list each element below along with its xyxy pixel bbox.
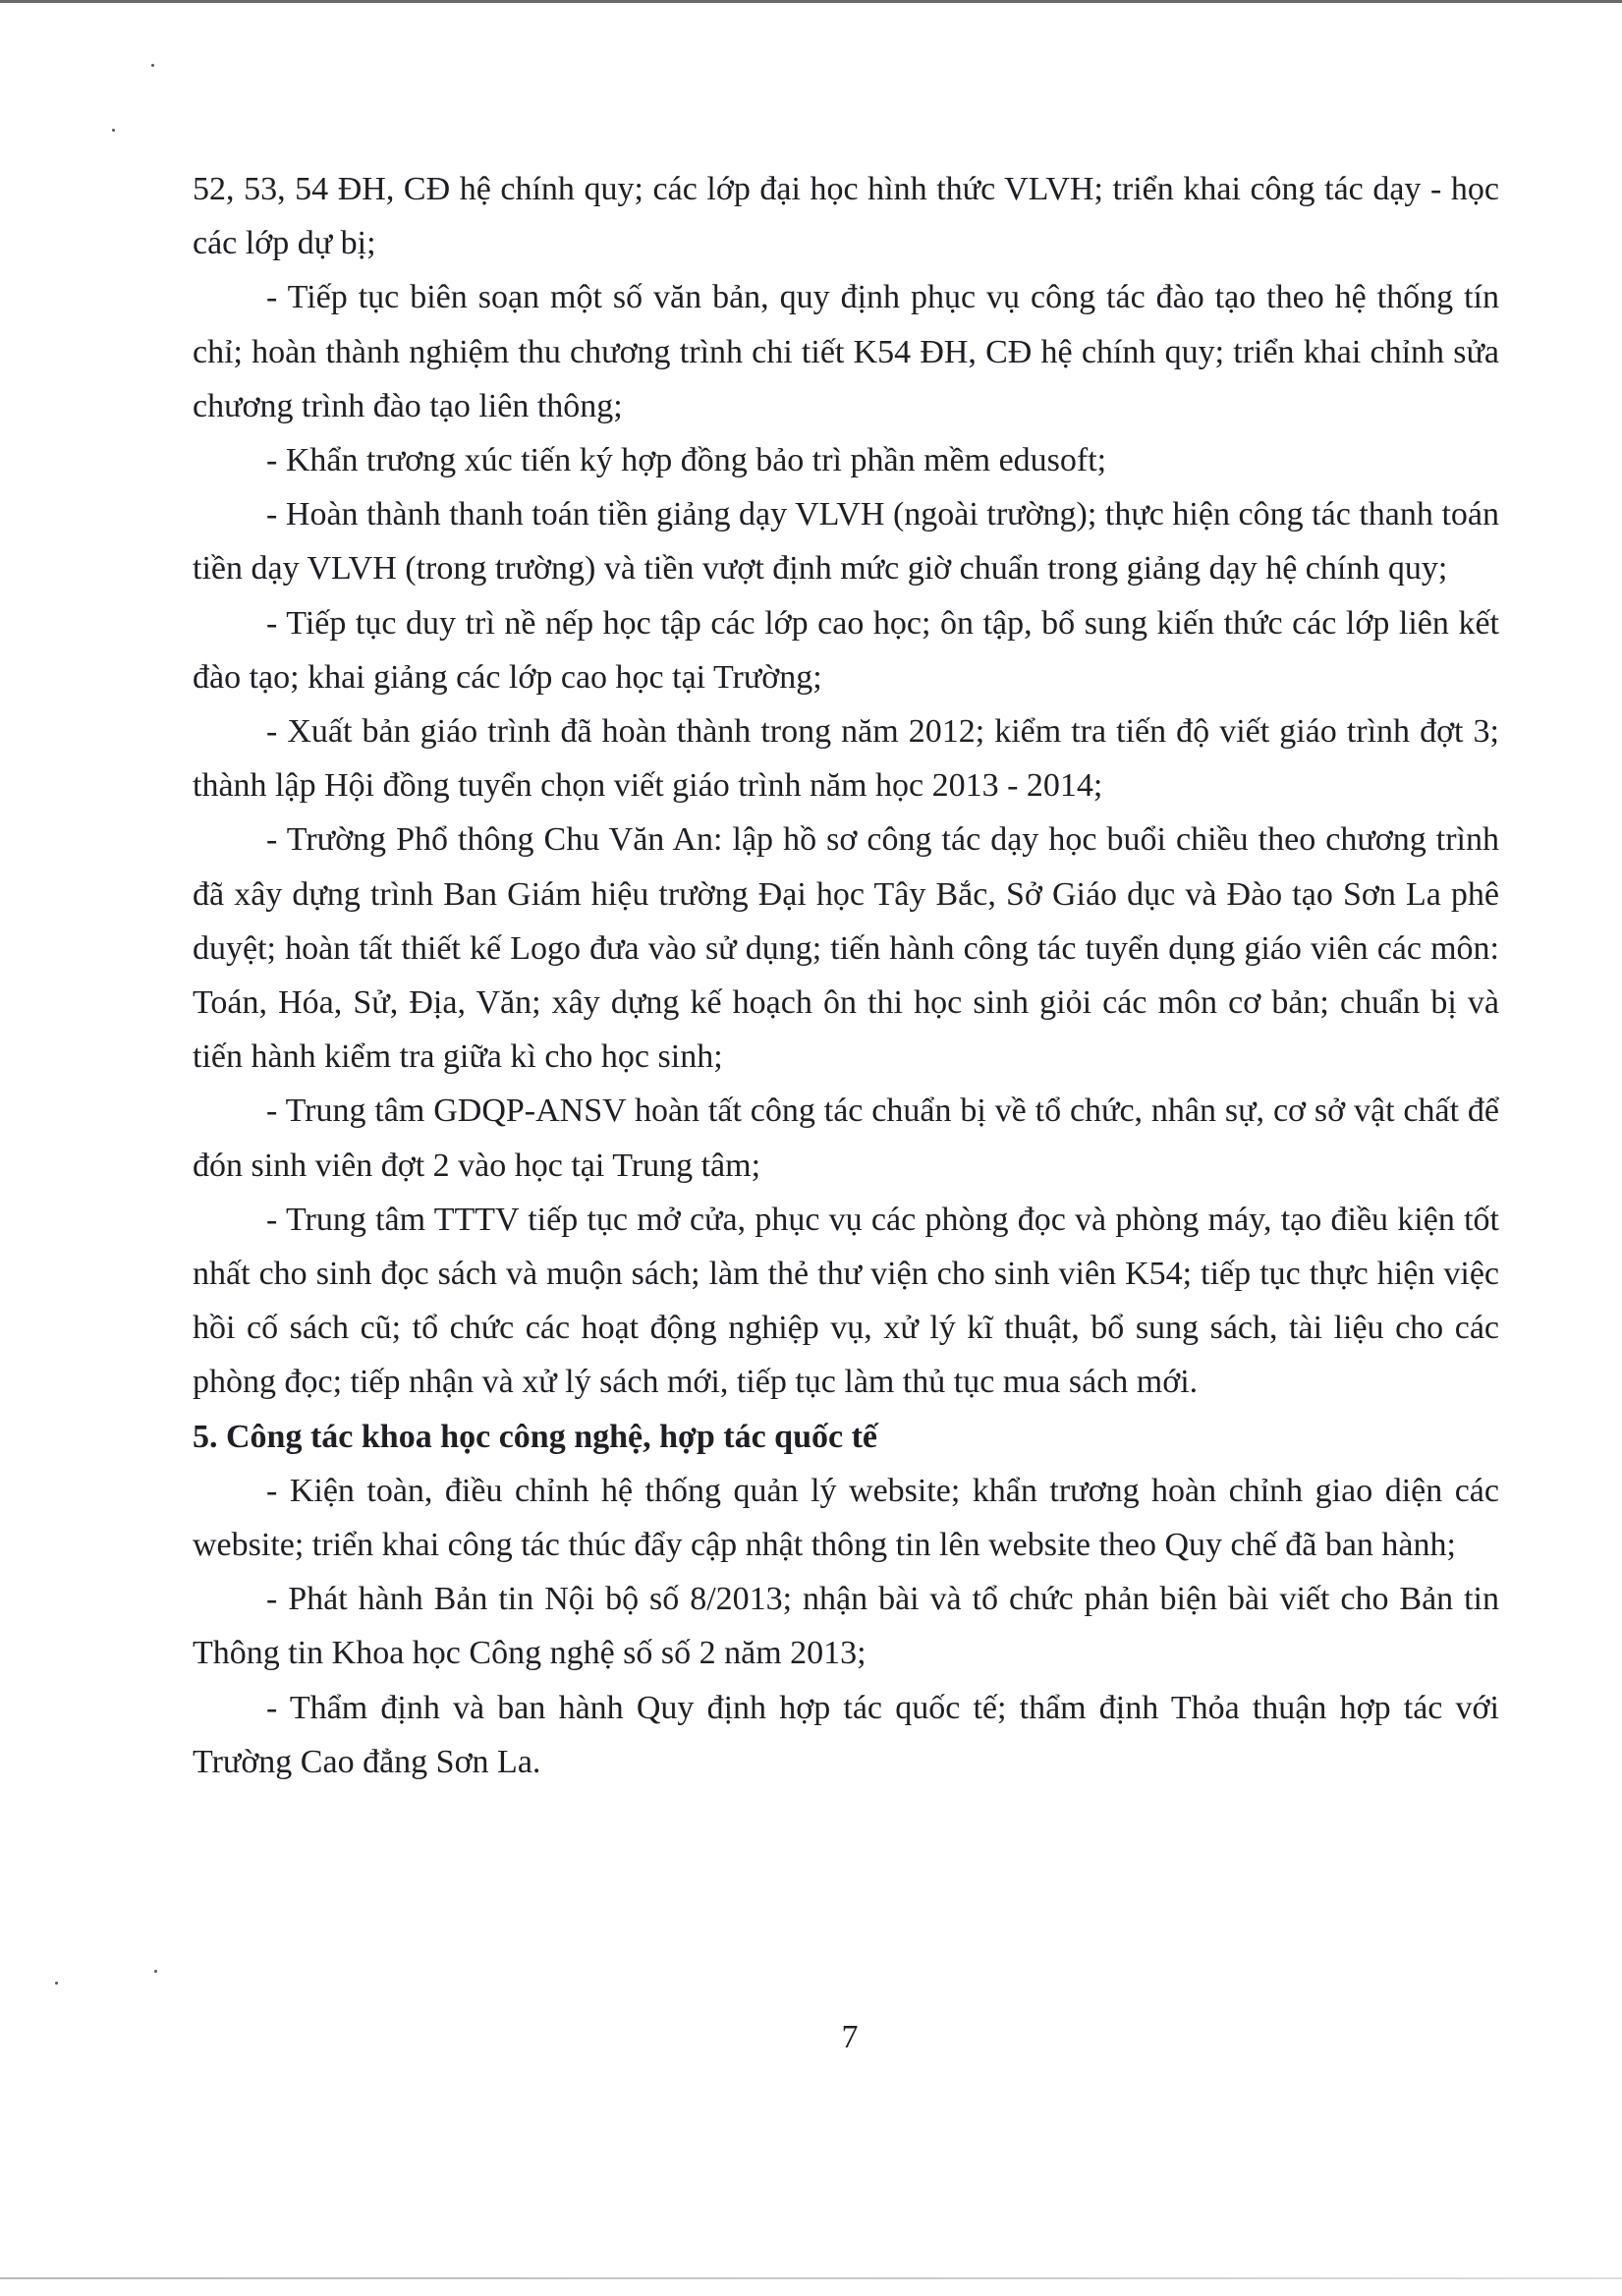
page-number: 7: [841, 2019, 859, 2055]
scan-speck: [154, 1970, 157, 1973]
scan-speck: [55, 1982, 58, 1985]
section-heading: 5. Công tác khoa học công nghệ, hợp tác quốc tế: [193, 1418, 877, 1455]
scan-bottom-edge: [0, 2277, 1622, 2279]
paragraph-bullet: - Trường Phổ thông Chu Văn An: lập hồ sơ công tác dạy học buổi chiều theo chương trình đã xây dựng trình Ban Giám hiệu trường Đại học Tây Bắc, Sở Giáo dục và Đào tạo Sơn La phê duyệt; hoàn tất thiết kế Logo đưa vào sử dụng; tiến hành công tác tuyển dụng giáo viên các môn: Toán, Hóa, Sử, Địa, Văn; xây dựng kế hoạch ôn thi học sinh giỏi các môn cơ bản; chuẩn bị và tiến hành kiểm tra giữa kì cho học sinh;: [193, 821, 1499, 1076]
paragraph-bullet: - Trung tâm TTTV tiếp tục mở cửa, phục vụ các phòng đọc và phòng máy, tạo điều kiện tốt nhất cho sinh đọc sách và muộn sách; làm thẻ thư viện cho sinh viên K54; tiếp tục thực hiện việc hồi cố sách cũ; tổ chức các hoạt động nghiệp vụ, xử lý kĩ thuật, bổ sung sách, tài liệu cho các phòng đọc; tiếp nhận và xử lý sách mới, tiếp tục làm thủ tục mua sách mới.: [193, 1201, 1499, 1401]
paragraph-bullet: - Phát hành Bản tin Nội bộ số 8/2013; nhận bài và tổ chức phản biện bài viết cho Bản tin Thông tin Khoa học Công nghệ số số 2 năm 2013;: [193, 1581, 1499, 1672]
document-body: [193, 162, 1499, 1789]
paragraph-continuation: 52, 53, 54 ĐH, CĐ hệ chính quy; các lớp đại học hình thức VLVH; triển khai công tác dạy - học các lớp dự bị;: [193, 171, 1499, 262]
scan-top-edge: [0, 0, 1622, 3]
paragraph-bullet: - Thẩm định và ban hành Quy định hợp tác quốc tế; thẩm định Thỏa thuận hợp tác với Trường Cao đẳng Sơn La.: [193, 1689, 1499, 1780]
paragraph-bullet: - Tiếp tục duy trì nề nếp học tập các lớp cao học; ôn tập, bổ sung kiến thức các lớp liên kết đào tạo; khai giảng các lớp cao học tại Trường;: [193, 604, 1499, 696]
paragraph-bullet: - Trung tâm GDQP-ANSV hoàn tất công tác chuẩn bị về tổ chức, nhân sự, cơ sở vật chất để đón sinh viên đợt 2 vào học tại Trung tâm;: [193, 1092, 1499, 1184]
paragraph-bullet: - Xuất bản giáo trình đã hoàn thành trong năm 2012; kiểm tra tiến độ viết giáo trình đợt 3; thành lập Hội đồng tuyển chọn viết giáo trình năm học 2013 - 2014;: [193, 713, 1499, 805]
scan-speck: [151, 64, 154, 67]
paragraph-bullet: - Kiện toàn, điều chỉnh hệ thống quản lý website; khẩn trương hoàn chỉnh giao diện các website; triển khai công tác thúc đẩy cập nhật thông tin lên website theo Quy chế đã ban hành;: [193, 1472, 1499, 1564]
paragraph-bullet: - Hoàn thành thanh toán tiền giảng dạy VLVH (ngoài trường); thực hiện công tác thanh toán tiền dạy VLVH (trong trường) và tiền vượt định mức giờ chuẩn trong giảng dạy hệ chính quy;: [193, 496, 1499, 588]
paragraph-bullet: - Tiếp tục biên soạn một số văn bản, quy định phục vụ công tác đào tạo theo hệ thống tín chỉ; hoàn thành nghiệm thu chương trình chi tiết K54 ĐH, CĐ hệ chính quy; triển khai chỉnh sửa chương trình đào tạo liên thông;: [193, 279, 1499, 424]
paragraph-bullet: - Khẩn trương xúc tiến ký hợp đồng bảo trì phần mềm edusoft;: [266, 442, 1107, 479]
scan-speck: [112, 129, 115, 132]
